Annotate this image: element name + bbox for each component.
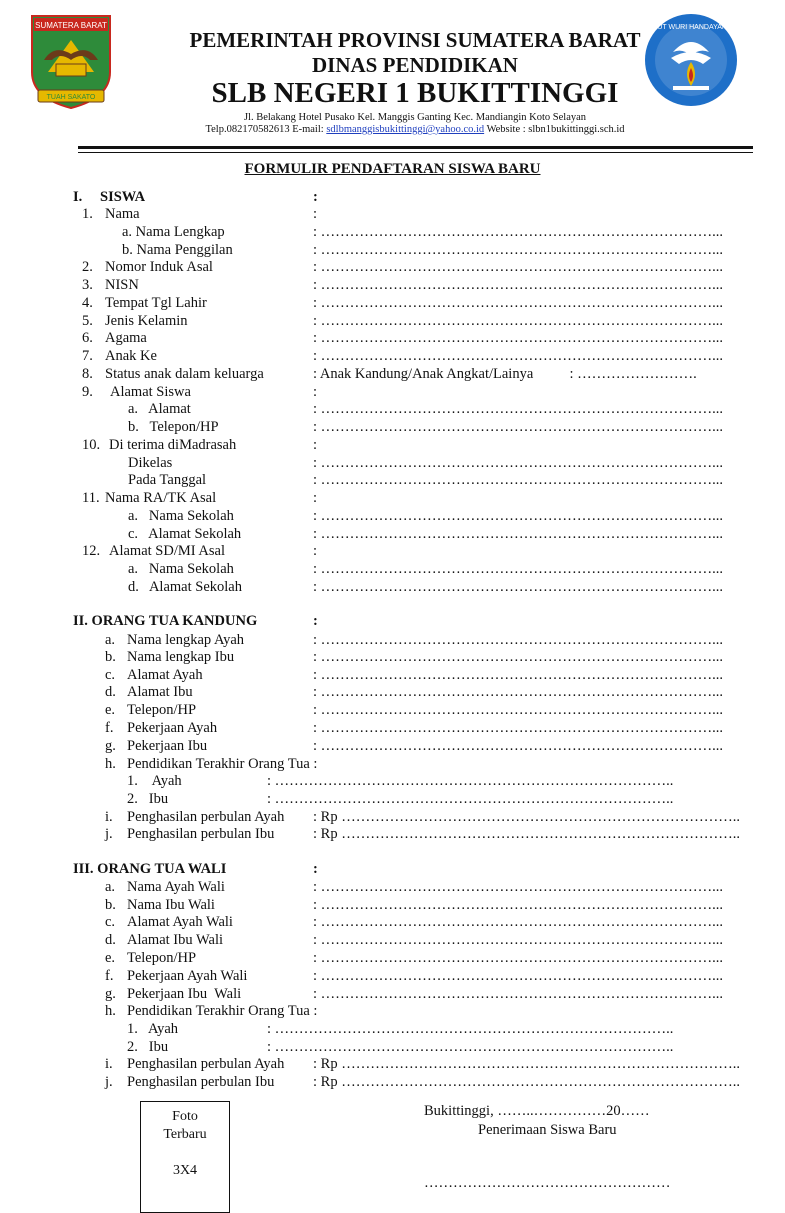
school-address: Jl. Belakang Hotel Pusako Kel. Manggis Ganting Kec. Mandiangin Koto Selayan	[243, 112, 587, 123]
row-number: 9.	[82, 384, 93, 400]
row-label: Penghasilan perbulan Ibu	[127, 826, 275, 842]
row-value[interactable]: : ………………………………………………………………………...	[313, 526, 724, 542]
edu-label: 1. Ayah	[127, 773, 182, 789]
emblem-banner-text: SUMATERA BARAT	[35, 21, 107, 30]
row-value[interactable]: : ………………………………………………………………………...	[313, 702, 724, 718]
row-label: a. Nama Lengkap	[122, 224, 225, 240]
school-contact	[120, 124, 710, 135]
photo-box[interactable]	[140, 1101, 230, 1213]
row-label: Pekerjaan Ayah Wali	[127, 968, 248, 984]
row-label: Nama Ayah Wali	[127, 879, 225, 895]
row-label: Nomor Induk Asal	[105, 259, 213, 275]
row-label: Pekerjaan Ayah	[127, 720, 218, 736]
row-number: 1.	[82, 206, 93, 222]
row-letter: h.	[105, 1003, 116, 1019]
row-label: c. Alamat Sekolah	[128, 526, 242, 542]
row-letter: h.	[105, 756, 116, 772]
row-label: b. Nama Penggilan	[122, 242, 233, 258]
row-letter: j.	[105, 1074, 113, 1090]
row-label: a. Alamat	[128, 401, 191, 417]
row-value[interactable]: : Anak Kandung/Anak Angkat/Lainya : …………………….	[313, 366, 697, 382]
edu-label: 2. Ibu	[127, 1039, 169, 1055]
row-label: Pekerjaan Ibu Wali	[127, 986, 242, 1002]
row-value[interactable]: : ………………………………………………………………………...	[313, 242, 724, 258]
edu-value[interactable]: : ………………………………………………………………………..	[267, 1039, 674, 1055]
row-value: :	[313, 490, 318, 506]
row-label: Agama	[105, 330, 147, 346]
row-value[interactable]: : ………………………………………………………………………...	[313, 738, 724, 754]
row-value[interactable]: : ………………………………………………………………………...	[313, 224, 724, 240]
letterhead-rule-thin	[78, 152, 753, 153]
row-number: 7.	[82, 348, 93, 364]
section-number: I.	[73, 189, 83, 205]
row-number: 12.	[82, 543, 101, 559]
row-label: Alamat Ibu	[127, 684, 193, 700]
government-name: PEMERINTAH PROVINSI SUMATERA BARAT	[189, 28, 641, 52]
row-label: Penghasilan perbulan Ayah	[127, 809, 285, 825]
row-label: Nama lengkap Ibu	[127, 649, 235, 665]
row-number: 10.	[82, 437, 101, 453]
section-colon: :	[313, 613, 318, 629]
row-value[interactable]: : ………………………………………………………………………...	[313, 667, 724, 683]
row-letter: i.	[105, 1056, 113, 1072]
school-name: SLB NEGERI 1 BUKITTINGGI	[211, 77, 619, 109]
row-value[interactable]: : ………………………………………………………………………...	[313, 259, 724, 275]
row-label: a. Nama Sekolah	[128, 561, 234, 577]
edu-label: 1. Ayah	[127, 1021, 179, 1037]
row-value[interactable]: : ………………………………………………………………………...	[313, 419, 724, 435]
section-title: III. ORANG TUA WALI	[73, 861, 227, 877]
email-link[interactable]: sdlbmanggisbukittinggi@yahoo.co.id	[326, 124, 485, 135]
row-value[interactable]: : ………………………………………………………………………...	[313, 932, 724, 948]
row-label: b. Telepon/HP	[128, 419, 219, 435]
row-letter: d.	[105, 932, 116, 948]
sumatera-barat-emblem	[30, 14, 112, 110]
row-number: 6.	[82, 330, 93, 346]
row-letter: c.	[105, 667, 116, 683]
row-label: Status anak dalam keluarga	[105, 366, 264, 382]
section-colon: :	[313, 861, 318, 877]
row-value[interactable]: : ………………………………………………………………………...	[313, 632, 724, 648]
row-letter: j.	[105, 826, 113, 842]
row-letter: g.	[105, 986, 116, 1002]
row-value[interactable]: : ………………………………………………………………………...	[313, 295, 724, 311]
row-label: Telepon/HP	[127, 702, 197, 718]
row-value[interactable]: : ………………………………………………………………………...	[313, 508, 724, 524]
row-letter: a.	[105, 879, 116, 895]
row-label: Jenis Kelamin	[105, 313, 188, 329]
row-letter: g.	[105, 738, 116, 754]
row-label: Pendidikan Terakhir Orang Tua :	[127, 1003, 318, 1019]
contact-prefix: Telp.082170582613 E-mail:	[205, 124, 327, 135]
row-number: 11.	[82, 490, 100, 506]
row-value[interactable]: : ………………………………………………………………………...	[313, 348, 724, 364]
form-title: FORMULIR PENDAFTARAN SISWA BARU	[244, 161, 541, 177]
row-number: 3.	[82, 277, 93, 293]
row-letter: f.	[105, 720, 114, 736]
signature-role: Penerimaan Siswa Baru	[478, 1122, 617, 1138]
row-value[interactable]: : ………………………………………………………………………...	[313, 720, 724, 736]
row-label: Nama RA/TK Asal	[105, 490, 217, 506]
row-number: 4.	[82, 295, 93, 311]
row-value[interactable]: : ………………………………………………………………………...	[313, 986, 724, 1002]
row-label: Anak Ke	[105, 348, 157, 364]
row-number: 5.	[82, 313, 93, 329]
logo-motto-text: TUT WURI HANDAYANI	[653, 24, 729, 31]
row-value[interactable]: : ………………………………………………………………………...	[313, 914, 724, 930]
row-label: Telepon/HP	[127, 950, 197, 966]
row-value[interactable]: : ………………………………………………………………………...	[313, 455, 724, 471]
row-label: Dikelas	[128, 455, 173, 471]
row-label: Alamat SD/MI Asal	[109, 543, 225, 559]
row-label: Alamat Siswa	[110, 384, 191, 400]
row-value[interactable]: : Rp ………………………………………………………………………..	[313, 1056, 740, 1072]
row-label: Alamat Ibu Wali	[127, 932, 224, 948]
row-letter: f.	[105, 968, 114, 984]
row-label: NISN	[105, 277, 139, 293]
row-number: 2.	[82, 259, 93, 275]
row-value[interactable]: : Rp ………………………………………………………………………..	[313, 809, 740, 825]
edu-value[interactable]: : ………………………………………………………………………..	[267, 1021, 674, 1037]
row-letter: a.	[105, 632, 116, 648]
photo-size: 3X4	[172, 1163, 198, 1178]
row-value[interactable]: : ………………………………………………………………………...	[313, 684, 724, 700]
row-letter: e.	[105, 950, 116, 966]
photo-label-line2: Terbaru	[163, 1127, 207, 1142]
section-colon: :	[313, 189, 318, 205]
row-label: Pekerjaan Ibu	[127, 738, 208, 754]
row-value[interactable]: : ………………………………………………………………………...	[313, 313, 724, 329]
edu-value[interactable]: : ………………………………………………………………………..	[267, 791, 674, 807]
row-label: Nama	[105, 206, 140, 222]
row-value[interactable]: : ………………………………………………………………………...	[313, 401, 724, 417]
row-value[interactable]: :	[313, 206, 318, 222]
row-value: :	[313, 543, 318, 559]
signature-line[interactable]: ……………………………………………	[424, 1175, 671, 1191]
row-letter: i.	[105, 809, 113, 825]
row-value[interactable]: : ………………………………………………………………………...	[313, 968, 724, 984]
row-value[interactable]: : ………………………………………………………………………...	[313, 879, 724, 895]
row-value[interactable]: : ………………………………………………………………………...	[313, 950, 724, 966]
row-label: Nama lengkap Ayah	[127, 632, 245, 648]
emblem-motto-text: TUAH SAKATO	[46, 94, 96, 101]
row-label: Alamat Ayah Wali	[127, 914, 233, 930]
edu-label: 2. Ibu	[127, 791, 169, 807]
row-label: d. Alamat Sekolah	[128, 579, 242, 595]
contact-suffix: Website : slbn1bukittinggi.sch.id	[484, 124, 625, 135]
row-label: Di terima diMadrasah	[109, 437, 237, 453]
row-letter: c.	[105, 914, 116, 930]
edu-value[interactable]: : ………………………………………………………………………..	[267, 773, 674, 789]
row-letter: b.	[105, 649, 116, 665]
row-label: Penghasilan perbulan Ayah	[127, 1056, 285, 1072]
row-value[interactable]: : ………………………………………………………………………...	[313, 472, 724, 488]
signature-place-date[interactable]: Bukittinggi, ……..……………20……	[424, 1103, 650, 1119]
row-value: :	[313, 437, 318, 453]
section-title: SISWA	[100, 189, 146, 205]
department-name: DINAS PENDIDIKAN	[312, 53, 518, 77]
row-value[interactable]: : Rp ………………………………………………………………………..	[313, 826, 740, 842]
row-value[interactable]: : ………………………………………………………………………...	[313, 649, 724, 665]
row-label: Nama Ibu Wali	[127, 897, 215, 913]
section-title: II. ORANG TUA KANDUNG	[73, 613, 258, 629]
row-label: Pendidikan Terakhir Orang Tua :	[127, 756, 318, 772]
row-number: 8.	[82, 366, 93, 382]
row-value[interactable]: : ………………………………………………………………………...	[313, 561, 724, 577]
row-value[interactable]: : ………………………………………………………………………...	[313, 579, 724, 595]
photo-label-line1: Foto	[172, 1109, 198, 1124]
row-label: Pada Tanggal	[128, 472, 207, 488]
row-label: Penghasilan perbulan Ibu	[127, 1074, 275, 1090]
row-label: a. Nama Sekolah	[128, 508, 234, 524]
row-value[interactable]: : Rp ………………………………………………………………………..	[313, 1074, 740, 1090]
row-letter: b.	[105, 897, 116, 913]
row-value[interactable]: : ………………………………………………………………………...	[313, 330, 724, 346]
row-value: :	[313, 384, 318, 400]
row-letter: d.	[105, 684, 116, 700]
row-label: Tempat Tgl Lahir	[105, 295, 207, 311]
row-letter: e.	[105, 702, 116, 718]
row-value[interactable]: : ………………………………………………………………………...	[313, 897, 724, 913]
letterhead-rule-thick	[78, 146, 753, 149]
row-label: Alamat Ayah	[127, 667, 203, 683]
row-value[interactable]: : ………………………………………………………………………...	[313, 277, 724, 293]
